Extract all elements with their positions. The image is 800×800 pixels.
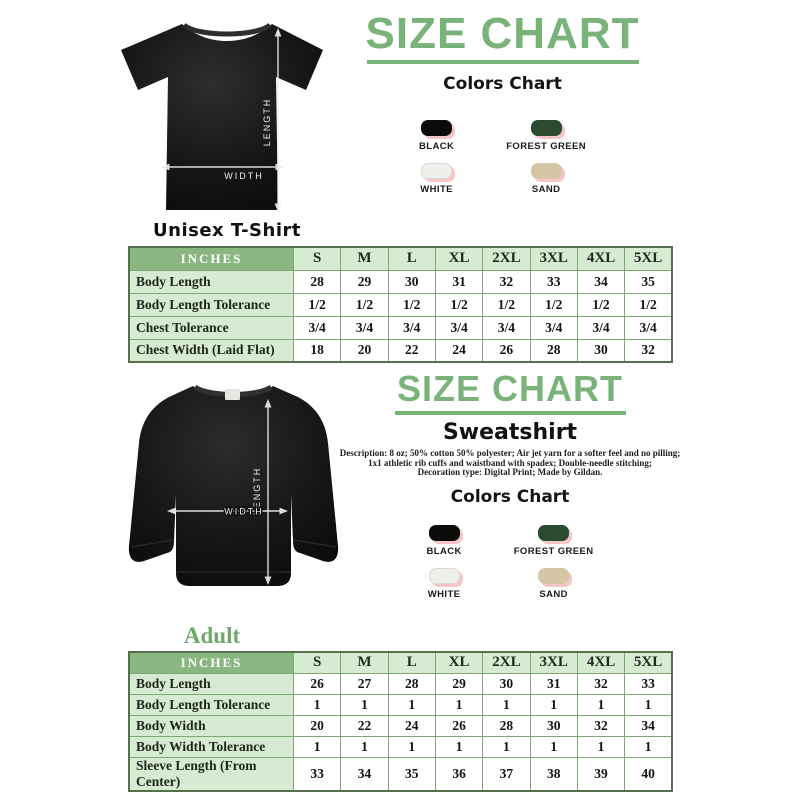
table-cell-value: 3/4 [435,316,482,339]
color-swatch-item [419,120,454,152]
table-cell-value: 1/2 [341,293,388,316]
sweatshirt-description [330,449,690,478]
table-cell-value: 3/4 [483,316,530,339]
table-cell-value: 33 [530,270,577,293]
color-swatch-item [514,568,594,600]
sweatshirt-figure-label: Adult [183,623,241,648]
table-cell-value: 30 [530,715,577,736]
table-cell-value: 26 [294,673,341,694]
table-row [129,694,672,715]
table-cell-value: 24 [388,715,435,736]
title-underline [367,60,639,64]
table-cell-value: 1 [483,694,530,715]
table-size-header: S [294,247,341,270]
table-cell-value: 1 [577,694,624,715]
table-cell-value: 1 [294,736,341,757]
table-size-header: L [388,652,435,673]
table-cell-value: 3/4 [294,316,341,339]
tshirt-length-label: LENGTH [262,97,272,147]
description-line: Decoration type: Digital Print; Made by Gildan. [417,467,603,478]
table-row [129,673,672,694]
table-cell-value: 1 [625,736,672,757]
color-swatch-forest-green [531,120,562,136]
table-size-header: 5XL [625,652,672,673]
tshirt-figure [118,10,336,222]
table-size-header: M [341,652,388,673]
color-swatch-black [421,120,452,136]
table-cell-value: 35 [388,757,435,791]
table-cell-value: 1 [294,694,341,715]
color-swatch-label: SAND [531,183,561,195]
table-cell-value: 30 [388,270,435,293]
tshirt-width-label: WIDTH [224,171,264,181]
color-swatch-item [426,568,461,600]
table-row-label: Body Length Tolerance [129,293,294,316]
tshirt-figure-label: Unisex T-Shirt [153,220,301,241]
table-cell-value: 33 [625,673,672,694]
table-size-header: 4XL [577,247,624,270]
table-cell-value: 33 [294,757,341,791]
table-cell-value: 31 [530,673,577,694]
table-size-header: L [388,247,435,270]
color-swatch-white [421,163,452,179]
table-cell-value: 24 [435,339,482,362]
table-size-header: 2XL [483,247,530,270]
table-row-label: Body Width [129,715,294,736]
sweatshirt-table-wrap [128,651,673,792]
table-size-header: S [294,652,341,673]
tshirt-size-table [128,246,673,363]
table-cell-value: 20 [294,715,341,736]
table-cell-value: 22 [341,715,388,736]
table-cell-value: 1 [435,736,482,757]
table-size-header: XL [435,247,482,270]
table-size-header: 4XL [577,652,624,673]
sweatshirt-subtitle: Sweatshirt [442,419,578,445]
table-cell-value: 30 [483,673,530,694]
description-line: 1x1 athletic rib cuffs and waistband with spadex; Double-needle stitching; [368,457,652,468]
table-size-header: 2XL [483,652,530,673]
table-cell-value: 28 [483,715,530,736]
color-swatch-item [514,525,594,557]
table-cell-value: 1/2 [388,293,435,316]
table-cell-value: 18 [294,339,341,362]
table-header-row [129,652,672,673]
table-cell-value: 30 [577,339,624,362]
table-cell-value: 32 [625,339,672,362]
table-cell-value: 26 [435,715,482,736]
color-swatch-black [429,525,460,541]
color-swatch-label: BLACK [426,546,462,558]
color-swatch-item [506,120,586,152]
color-swatch-sand [538,568,569,584]
table-cell-value: 1/2 [577,293,624,316]
table-cell-value: 34 [341,757,388,791]
colors-chart-title: Colors Chart [450,487,570,508]
table-row [129,270,672,293]
table-row-label: Body Length Tolerance [129,694,294,715]
color-swatch-label: FOREST GREEN [513,546,594,558]
collar-tag [225,389,240,400]
table-row-label: Chest Width (Laid Flat) [129,339,294,362]
color-swatch-sand [531,163,562,179]
sweatshirt-header-column [330,368,690,601]
color-swatch-label: WHITE [420,183,453,195]
color-swatch-item [426,525,461,557]
tshirt-table-wrap [128,246,673,363]
tshirt-collar [184,25,270,34]
table-cell-value: 1/2 [294,293,341,316]
table-cell-value: 34 [577,270,624,293]
title-underline [395,411,626,415]
table-unit-header: INCHES [129,652,294,673]
table-cell-value: 34 [625,715,672,736]
table-cell-value: 29 [435,673,482,694]
color-swatch-forest-green [538,525,569,541]
sweatshirt-figure [106,366,364,628]
table-size-header: 3XL [530,652,577,673]
table-cell-value: 32 [577,715,624,736]
table-cell-value: 1/2 [530,293,577,316]
color-swatch-item [506,163,586,195]
table-row-label: Body Width Tolerance [129,736,294,757]
colors-chart-title: Colors Chart [443,73,562,94]
table-cell-value: 1 [435,694,482,715]
table-cell-value: 27 [341,673,388,694]
table-row-label: Body Length [129,270,294,293]
table-row [129,293,672,316]
table-cell-value: 37 [483,757,530,791]
table-cell-value: 1 [483,736,530,757]
table-row-label: Body Length [129,673,294,694]
table-cell-value: 1 [388,694,435,715]
table-unit-header: INCHES [129,247,294,270]
sweatshirt-silhouette [129,386,338,586]
table-cell-value: 3/4 [388,316,435,339]
table-cell-value: 1 [625,694,672,715]
table-cell-value: 38 [530,757,577,791]
table-row-label: Chest Tolerance [129,316,294,339]
table-cell-value: 3/4 [530,316,577,339]
table-row [129,736,672,757]
table-cell-value: 36 [435,757,482,791]
table-cell-value: 28 [388,673,435,694]
table-cell-value: 20 [341,339,388,362]
table-cell-value: 3/4 [625,316,672,339]
table-cell-value: 39 [577,757,624,791]
table-cell-value: 28 [530,339,577,362]
tshirt-header-column [330,9,675,195]
table-cell-value: 1 [577,736,624,757]
color-swatch-label: FOREST GREEN [506,140,586,152]
table-cell-value: 1/2 [483,293,530,316]
table-cell-value: 31 [435,270,482,293]
color-swatch-label: WHITE [427,589,461,601]
color-swatch-item [419,163,454,195]
table-cell-value: 3/4 [577,316,624,339]
table-cell-value: 1/2 [435,293,482,316]
table-row [129,757,672,791]
table-size-header: 5XL [625,247,672,270]
table-cell-value: 1 [341,736,388,757]
sweatshirt-length-label: LENGTH [252,466,262,516]
table-cell-value: 26 [483,339,530,362]
table-cell-value: 32 [483,270,530,293]
sweatshirt-width-label: WIDTH [224,506,264,517]
table-cell-value: 32 [577,673,624,694]
color-swatch-white [429,568,460,584]
table-cell-value: 1 [530,694,577,715]
table-row [129,715,672,736]
table-size-header: XL [435,652,482,673]
table-row [129,339,672,362]
color-swatch-label: SAND [539,589,568,601]
table-header-row [129,247,672,270]
table-cell-value: 1 [341,694,388,715]
tshirt-silhouette [121,24,323,210]
table-cell-value: 3/4 [341,316,388,339]
table-cell-value: 28 [294,270,341,293]
color-swatch-label: BLACK [418,140,455,152]
table-cell-value: 1 [530,736,577,757]
table-row [129,316,672,339]
section-title: SIZE CHART [397,368,623,409]
table-cell-value: 40 [625,757,672,791]
table-cell-value: 22 [388,339,435,362]
table-size-header: M [341,247,388,270]
section-title: SIZE CHART [365,9,640,58]
colors-chart-swatches [330,525,690,600]
sweatshirt-size-table [128,651,673,792]
table-cell-value: 1 [388,736,435,757]
table-cell-value: 29 [341,270,388,293]
table-size-header: 3XL [530,247,577,270]
table-cell-value: 1/2 [625,293,672,316]
table-cell-value: 35 [625,270,672,293]
colors-chart-swatches [330,120,675,195]
description-line: Description: 8 oz; 50% cotton 50% polyester; Air jet yarn for a softer feel and no pilling; [339,447,681,458]
table-row-label: Sleeve Length (From Center) [129,757,294,791]
